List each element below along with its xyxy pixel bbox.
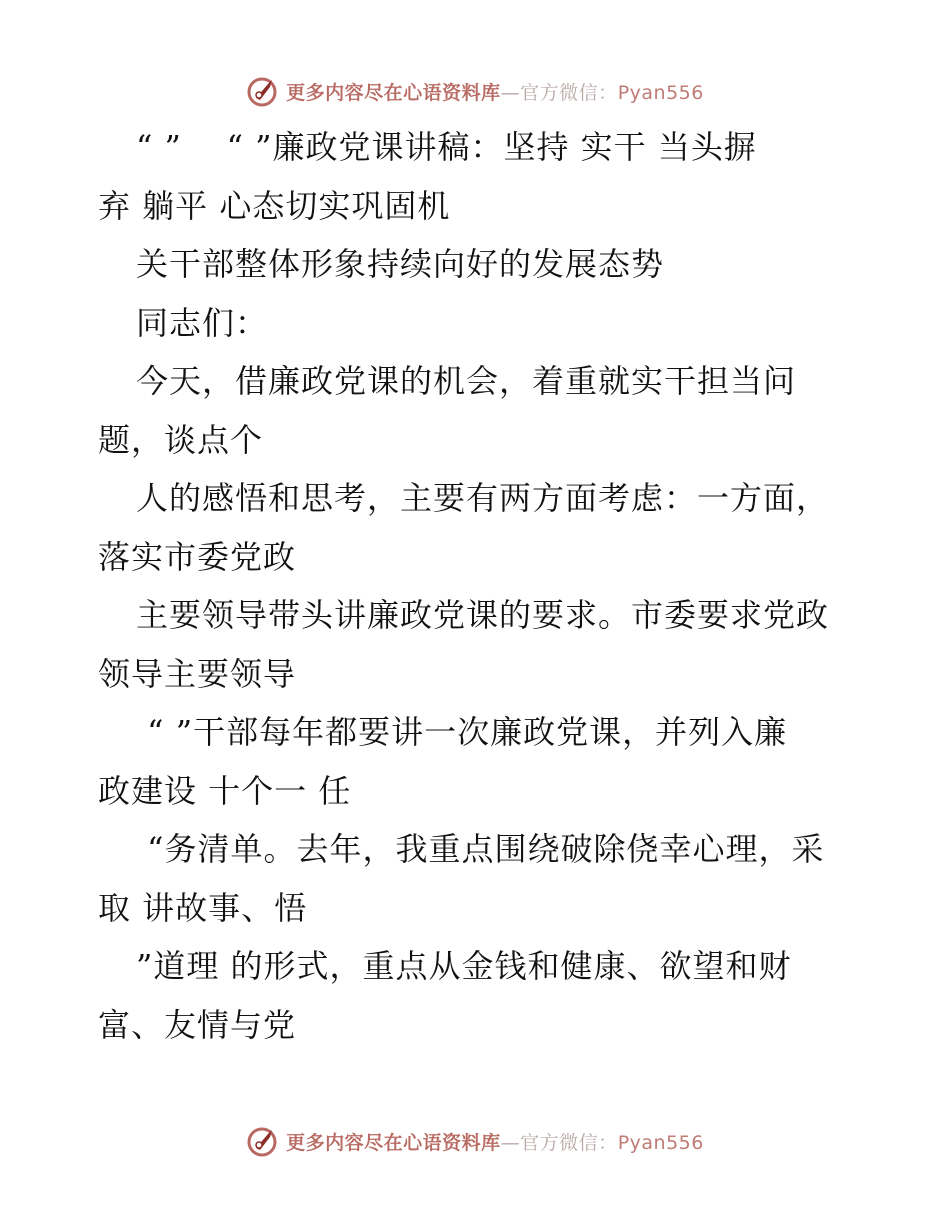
document-line: 题，谈点个 bbox=[98, 420, 264, 459]
document-line: 取 讲故事、悟 bbox=[98, 888, 308, 927]
watermark-text bbox=[286, 1128, 704, 1155]
watermark-wechat-id: Pyan556 bbox=[617, 81, 704, 104]
brand-logo-icon bbox=[246, 74, 280, 108]
document-line: 主要领导带头讲廉政党课的要求。市委要求党政 bbox=[136, 596, 830, 634]
document-line: “ ” “ ”廉政党课讲稿：坚持 实干 当头摒 bbox=[136, 128, 757, 166]
document-line: 同志们： bbox=[136, 303, 269, 342]
header-watermark bbox=[0, 71, 950, 111]
watermark-brand: 更多内容尽在心语资料库 bbox=[286, 81, 501, 104]
watermark-separator: —官方微信： bbox=[500, 81, 618, 104]
footer-watermark bbox=[0, 1121, 950, 1161]
watermark-text bbox=[286, 78, 704, 105]
document-line: 政建设 十个一 任 bbox=[98, 771, 352, 810]
watermark-separator: —官方微信： bbox=[500, 1131, 618, 1154]
document-body bbox=[98, 118, 858, 1054]
document-line: 富、友情与党 bbox=[98, 1005, 297, 1044]
document-line: 领导主要领导 bbox=[98, 654, 297, 693]
document-line: 人的感悟和思考，主要有两方面考虑：一方面， bbox=[136, 479, 830, 517]
document-line: ”道理 的形式，重点从金钱和健康、欲望和财 bbox=[136, 947, 792, 985]
document-line: 落实市委党政 bbox=[98, 537, 297, 576]
watermark-brand: 更多内容尽在心语资料库 bbox=[286, 1131, 501, 1154]
document-line: “ ”干部每年都要讲一次廉政党课，并列入廉 bbox=[136, 713, 788, 751]
document-line: 今天，借廉政党课的机会，着重就实干担当问 bbox=[136, 362, 797, 400]
brand-logo-icon bbox=[246, 1124, 280, 1158]
document-line: 关干部整体形象持续向好的发展态势 bbox=[136, 245, 665, 283]
document-line: 弃 躺平 心态切实巩固机 bbox=[98, 186, 451, 225]
document-line: “务清单。去年，我重点围绕破除侥幸心理，采 bbox=[136, 830, 825, 868]
watermark-wechat-id: Pyan556 bbox=[617, 1131, 704, 1154]
